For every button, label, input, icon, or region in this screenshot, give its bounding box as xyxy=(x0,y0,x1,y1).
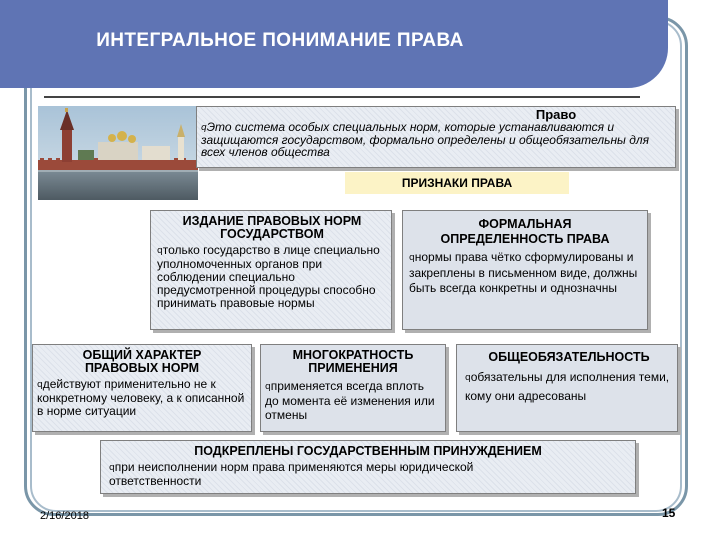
box-obshchiy-harakter-text xyxy=(37,378,247,418)
box-izdanie-norm-description: только государство в лице специально уполномоченных органов при соблюдении специально предусмотренной процедуры способно принимать правовые нормы xyxy=(157,243,380,310)
bullet-icon: q xyxy=(465,373,471,383)
bullet-icon: q xyxy=(37,380,43,390)
bullet-icon: q xyxy=(109,463,115,473)
box-izdanie-norm xyxy=(150,210,392,330)
slide-date: 2/16/2018 xyxy=(40,510,89,522)
bullet-icon: q xyxy=(157,246,163,256)
box-podkrepleny-prinuzhdeniem xyxy=(100,440,636,494)
priznaki-prava-label: ПРИЗНАКИ ПРАВА xyxy=(345,172,569,194)
box-mnogokratnost-text xyxy=(265,379,441,422)
kremlin-photo xyxy=(38,106,198,200)
box-mnogokratnost-title: МНОГОКРАТНОСТЬ ПРИМЕНЕНИЯ xyxy=(292,348,414,375)
bullet-icon: q xyxy=(265,382,271,392)
box-podkrepleny-prinuzhdeniem-title: ПОДКРЕПЛЕНЫ ГОСУДАРСТВЕННЫМ ПРИНУЖДЕНИЕМ xyxy=(194,444,542,458)
box-obshchiy-harakter xyxy=(32,344,252,432)
box-obshchiy-harakter-description: действуют применительно не к конкретному человеку, а к описанной в норме ситуации xyxy=(37,377,245,418)
box-obshchiy-harakter-title: ОБЩИЙ ХАРАКТЕР ПРАВОВЫХ НОРМ xyxy=(82,348,202,375)
slide-page-number: 15 xyxy=(662,506,676,520)
box-obshcheobyazatelnost xyxy=(456,344,678,432)
slide-title: ИНТЕГРАЛЬНОЕ ПОНИМАНИЕ ПРАВА xyxy=(96,30,464,51)
pravo-description: Это система особых специальных норм, которые устанавливаются и защищаются государством, формально определены и общеобязательны для всех членов общества xyxy=(201,120,650,159)
pravo-text xyxy=(197,121,675,158)
box-formalnaya-opredelennost-text xyxy=(409,250,641,296)
pravo-title: Право xyxy=(535,107,577,122)
bullet-icon: q xyxy=(409,253,415,263)
box-izdanie-norm-text xyxy=(157,244,387,310)
box-mnogokratnost-description: применяется всегда вплоть до момента её изменения или отмены xyxy=(265,379,435,422)
bullet-icon: q xyxy=(201,123,207,133)
box-mnogokratnost xyxy=(260,344,446,432)
box-obshcheobyazatelnost-text xyxy=(465,368,673,405)
box-podkrepleny-prinuzhdeniem-description: при неисполнении норм права применяются меры юридической ответственности xyxy=(109,460,474,488)
box-formalnaya-opredelennost-title: ФОРМАЛЬНАЯ ОПРЕДЕЛЕННОСТЬ ПРАВА xyxy=(440,217,610,246)
box-formalnaya-opredelennost-description: нормы права чётко сформулированы и закреплены в письменном виде, должны быть всегда конкретны и однозначны xyxy=(409,250,638,295)
box-obshcheobyazatelnost-title: ОБЩЕОБЯЗАТЕЛЬНОСТЬ xyxy=(488,350,650,364)
title-underline xyxy=(44,96,640,98)
title-bar xyxy=(0,0,668,88)
box-obshcheobyazatelnost-description: обязательны для исполнения теми, кому они адресованы xyxy=(465,370,670,403)
box-podkrepleny-prinuzhdeniem-text xyxy=(109,461,627,488)
box-formalnaya-opredelennost xyxy=(402,210,648,330)
box-izdanie-norm-title: ИЗДАНИЕ ПРАВОВЫХ НОРМ ГОСУДАРСТВОМ xyxy=(182,214,362,241)
pravo-definition-box xyxy=(196,106,676,168)
